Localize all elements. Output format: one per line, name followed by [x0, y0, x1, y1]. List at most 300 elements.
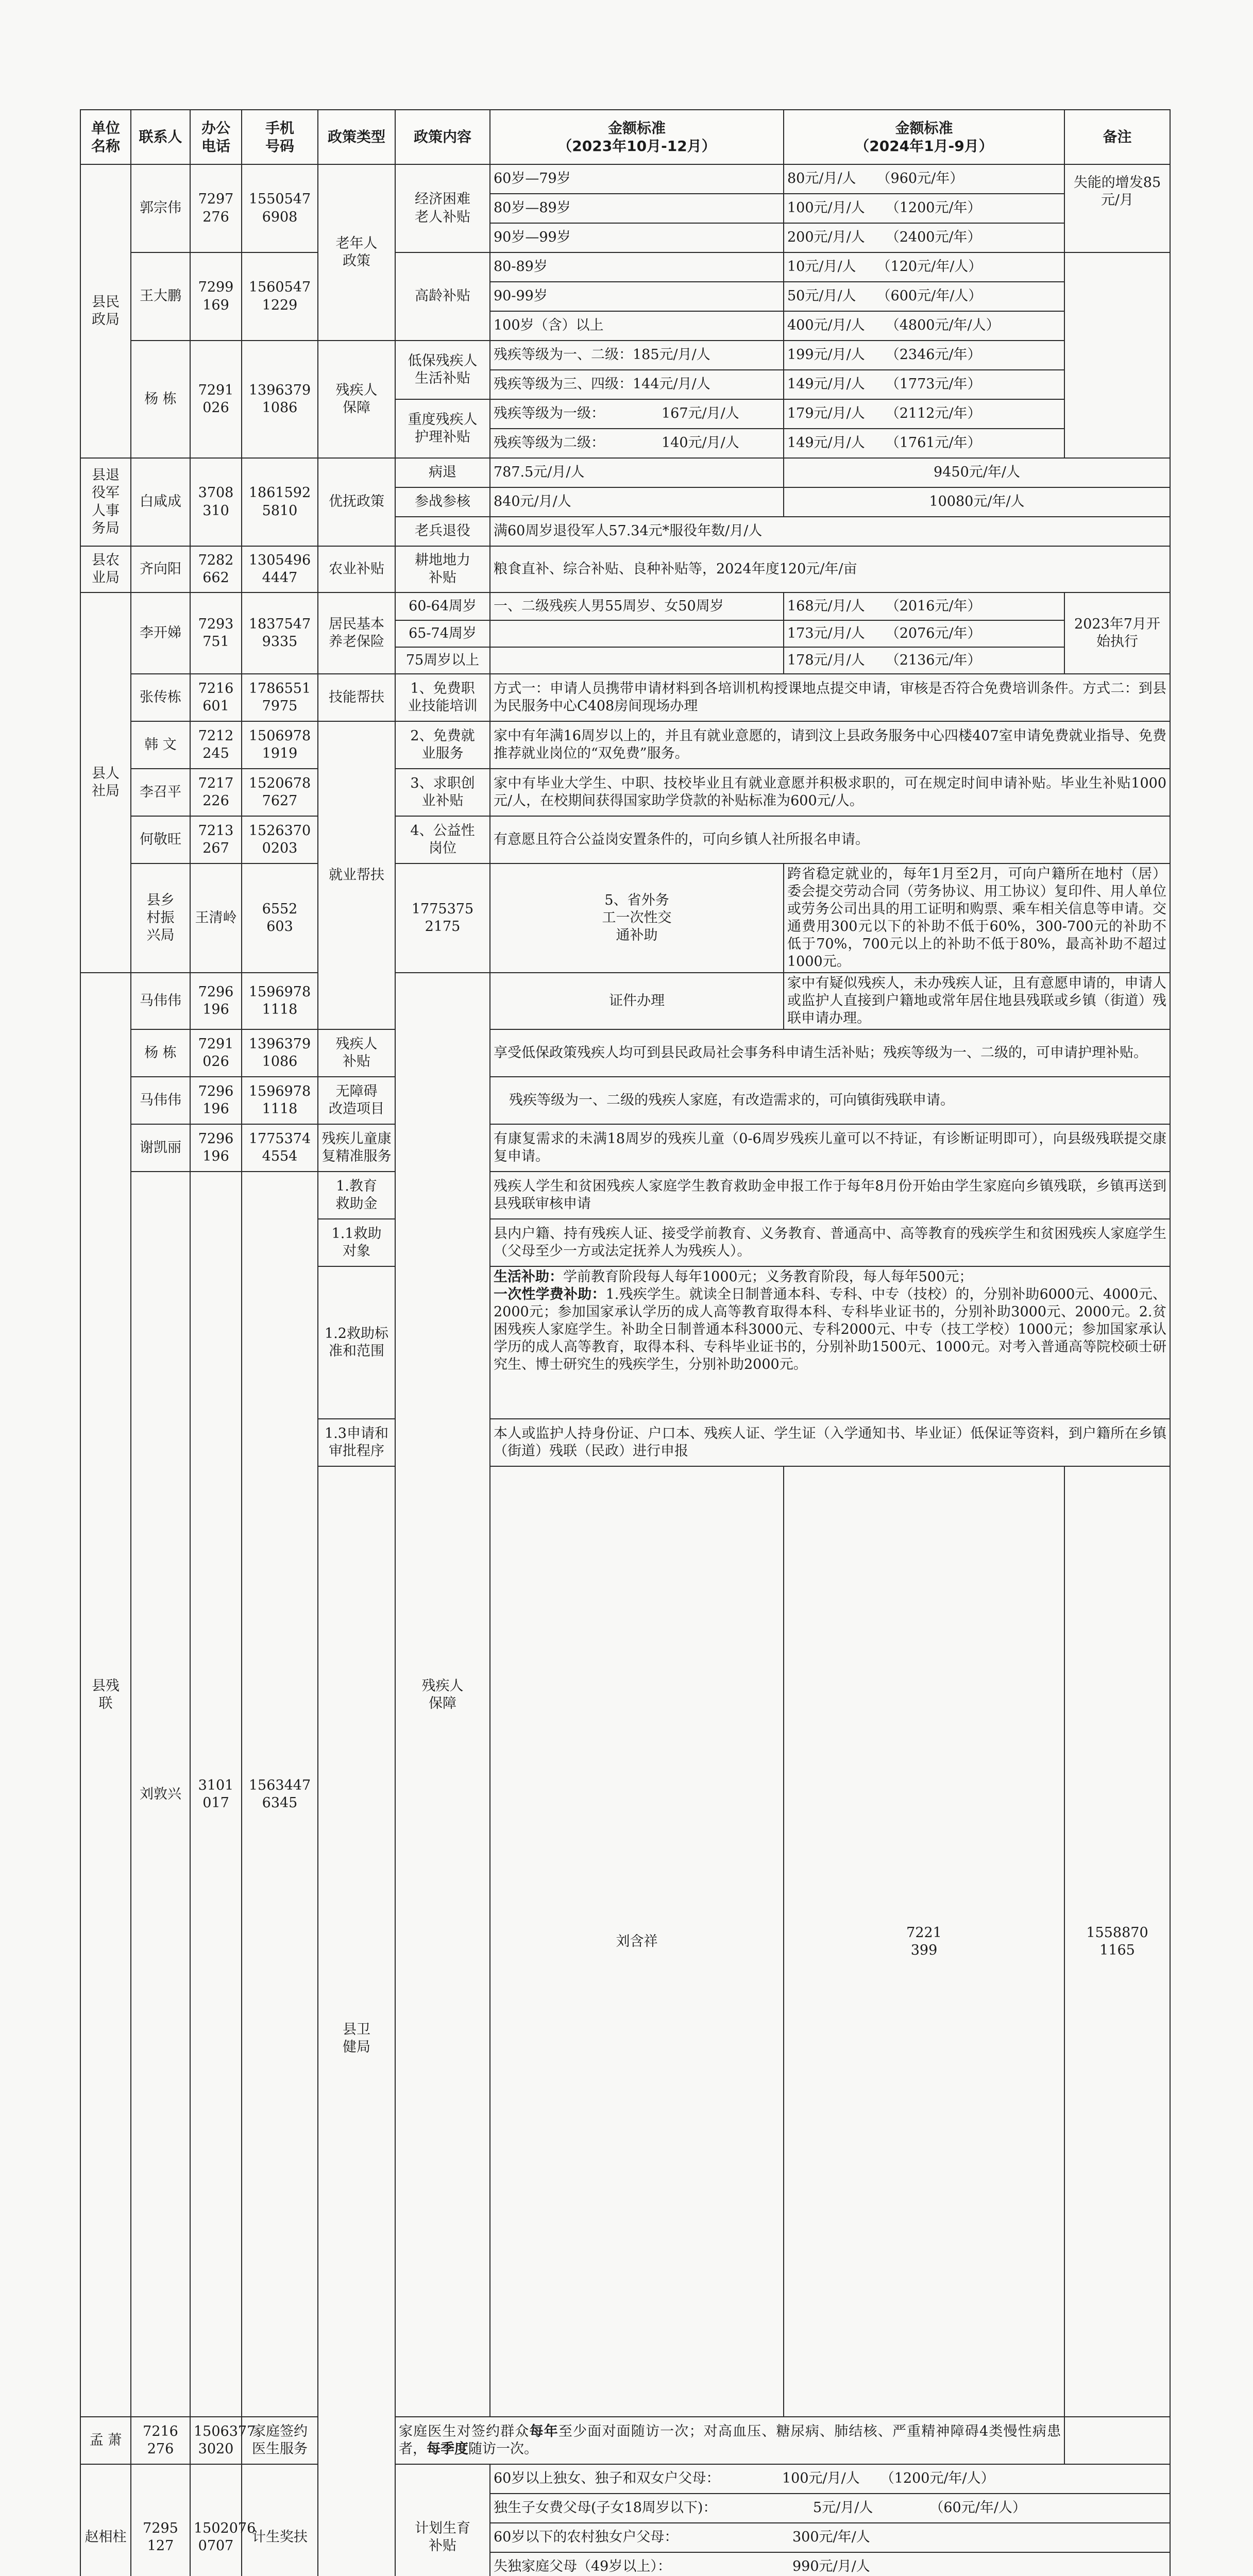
policy-content: [395, 399, 490, 458]
policy-content: [318, 1219, 395, 1266]
mobile-phone: [242, 721, 318, 769]
amount-annual: （2136元/年）: [885, 652, 981, 668]
mobile-phone: [242, 674, 318, 721]
text-span: 至少面对面随访一次；对高血压、糖尿病、肺结核、严重精神障碍4类慢性病患者，: [399, 2423, 1061, 2457]
unit-cell: [80, 973, 131, 2417]
mobile-phone: [190, 2464, 256, 2576]
remark-cell: [1064, 164, 1170, 252]
office-phone: [131, 2464, 190, 2576]
amount-merged: [490, 2464, 1170, 2494]
amount-2024: 9450元/年/人: [784, 458, 1170, 487]
office-phone: [190, 1029, 242, 1077]
mobile-phone-text: 1550547 6908: [248, 191, 311, 225]
amount-2023: 840元/月/人: [490, 487, 784, 517]
amount-merged: 家中有毕业大学生、中职、技校毕业且有就业意愿并积极求职的，可在规定时间申请补贴。毕业生补贴1000元/人，在校期间获得国家助学贷款的补贴标准为600元/人。: [490, 769, 1170, 816]
unit-cell: [80, 546, 131, 592]
mobile-phone: [1064, 1466, 1170, 2417]
table-row: [80, 546, 1170, 592]
office-phone-text: 7299 169: [198, 279, 234, 313]
amount-merged: 享受低保政策残疾人均可到县民政局社会事务科申请生活补贴；残疾等级为一、二级的，可申请护理补贴。: [490, 1029, 1170, 1077]
amount-2023: 90岁—99岁: [490, 223, 784, 252]
amount-merged: [395, 2417, 1064, 2464]
amount-2023: [490, 399, 784, 429]
text-span: 学前教育阶段每人每年1000元；义务教育阶段，每人每年500元；: [563, 1269, 973, 1285]
office-phone: [190, 1172, 242, 2417]
contact-name: 王清岭: [190, 863, 242, 973]
office-phone: [190, 164, 242, 252]
policy-content: [318, 1419, 395, 1466]
mobile-phone-text: 1305496 4447: [248, 552, 311, 586]
mobile-phone-text: 1502076 0707: [194, 2520, 256, 2554]
office-phone-text: 7291 026: [198, 382, 234, 416]
amount-merged: 残疾等级为一、二级的残疾人家庭，有改造需求的，可向镇街残联申请。: [490, 1077, 1170, 1124]
contact-name: 刘含祥: [490, 1466, 784, 2417]
policy-type: [318, 592, 395, 674]
mobile-phone: [242, 164, 318, 252]
policy-content: 病退: [395, 458, 490, 487]
office-phone-text: 7216 276: [143, 2423, 178, 2457]
policy-content: 参战参核: [395, 487, 490, 517]
policy-content: 65-74周岁: [395, 620, 490, 647]
policy-type-text: 老年人 政策: [335, 235, 378, 269]
mobile-phone: [242, 769, 318, 816]
mobile-phone: [242, 546, 318, 592]
amount-merged: 跨省稳定就业的，每年1月至2月，可向户籍所在地村（居）委会提交劳动合同（劳务协议、用工协议）复印件、用人单位或劳务公司出具的用工证明和购票、乘车相关信息等申请。交通费用300元以下的补助不低于60%，300-700元的补助不低于70%，700元以上的补助不低于80%，最高补助不超过1000元。: [784, 863, 1170, 973]
office-phone-text: 7212 245: [198, 727, 234, 761]
policy-content-text: 计划生育 补贴: [415, 2520, 470, 2554]
table-row: [80, 2417, 1170, 2464]
text-span: 独生子女费父母(子女18周岁以下)：: [494, 2500, 717, 2516]
mobile-phone-text: 1560547 1229: [248, 279, 311, 313]
policy-content: [395, 816, 490, 863]
mobile-phone-text: 1786551 7975: [248, 680, 311, 714]
policy-content: [318, 1172, 395, 1219]
mobile-phone-text: 1396379 1086: [248, 382, 311, 416]
text-span: 60岁以下的农村独女户父母：: [494, 2529, 679, 2546]
policy-content-text: 1.3申请和 审批程序: [325, 1426, 388, 1460]
remark-text: 失能的增发85 元/月: [1073, 175, 1161, 209]
mobile-phone: [242, 1172, 318, 2417]
policy-type: 优抚政策: [318, 458, 395, 546]
office-phone: [784, 1466, 1064, 2417]
policy-type: 技能帮扶: [318, 674, 395, 721]
amount-2024: [784, 311, 1064, 341]
office-phone: [190, 1077, 242, 1124]
amount-2023: 残疾等级为三、四级：144元/月/人: [490, 370, 784, 399]
label-bold: 一次性学费补助：: [494, 1286, 606, 1303]
office-phone: [190, 341, 242, 458]
contact-name: 郭宗伟: [131, 164, 190, 252]
unit-name: 县残 联: [92, 1677, 120, 1711]
amount-2024: [784, 647, 1064, 674]
table-row: [80, 816, 1170, 863]
policy-content: 60-64周岁: [395, 592, 490, 620]
policy-content-text: 残疾儿童康 复精准服务: [321, 1131, 392, 1165]
contact-name: 孟 萧: [80, 2417, 131, 2464]
policy-content: [490, 863, 784, 973]
office-phone-text: 7216 601: [198, 680, 234, 714]
mobile-phone-text: 1837547 9335: [248, 616, 311, 650]
policy-content: [395, 2464, 490, 2576]
table-row: [80, 1029, 1170, 1077]
unit-cell: [80, 164, 131, 458]
amount-2023: [490, 647, 784, 674]
amount-value: 990元/月/人: [792, 2558, 870, 2575]
office-phone-text: 7297 276: [198, 191, 234, 225]
amount-value: 200元/月/人: [787, 229, 865, 246]
header-amt23-text: 金额标准 （2023年10月-12月）: [557, 119, 716, 155]
amount-annual: （1773元/年）: [885, 376, 981, 393]
remark-cell: [1064, 592, 1170, 674]
amount-value: 167元/月/人: [662, 405, 739, 422]
amount-2023: 100岁（含）以上: [490, 311, 784, 341]
header-row: [80, 110, 1170, 164]
amount-2024: [784, 399, 1064, 429]
mobile-phone: [242, 341, 318, 458]
policy-content-text: 重度残疾人 护理补贴: [408, 411, 478, 445]
amount-value: 178元/月/人: [787, 652, 865, 668]
amount-merged: [490, 1266, 1170, 1419]
amount-value: 140元/月/人: [662, 435, 739, 451]
table-row: [80, 2464, 1170, 2494]
amount-annual: （60元/年/人）: [929, 2500, 1026, 2516]
unit-cell: [318, 1466, 395, 2576]
policy-content: [318, 1266, 395, 1419]
amount-annual: （960元/年）: [876, 171, 964, 187]
mobile-phone-text: 1506978 1919: [248, 727, 311, 761]
policy-content-text: 3、求职创 业补贴: [410, 775, 475, 809]
text-span: 失独家庭父母（49岁以上）：: [494, 2558, 671, 2575]
mobile-phone-text: 1775375 2175: [411, 901, 474, 935]
office-phone: [190, 816, 242, 863]
amount-2024: [784, 592, 1064, 620]
amount-2023: 残疾等级为一、二级：185元/月/人: [490, 341, 784, 370]
policy-content: [318, 1124, 395, 1172]
amount-2023: 60岁—79岁: [490, 164, 784, 194]
table-row: [80, 458, 1170, 487]
policy-content: [242, 2417, 318, 2464]
contact-name: 张传栋: [131, 674, 190, 721]
office-phone-text: 3708 310: [198, 485, 234, 519]
amount-merged: 有意愿且符合公益岗安置条件的，可向乡镇人社所报名申请。: [490, 816, 1170, 863]
policy-document: [80, 109, 1170, 2575]
policy-content: 老兵退役: [395, 517, 490, 546]
office-phone: [242, 863, 318, 973]
amount-annual: （2346元/年）: [885, 347, 981, 363]
amount-value: 168元/月/人: [787, 598, 865, 614]
mobile-phone: [242, 1077, 318, 1124]
mobile-phone-text: 1596978 1118: [248, 1083, 311, 1117]
mobile-phone: [242, 592, 318, 674]
amount-merged: [490, 2494, 1170, 2523]
policy-type: [395, 973, 490, 2417]
text-span: 家庭医生对签约群众: [399, 2423, 530, 2439]
text-span: 随访一次。: [468, 2441, 538, 2457]
amount-value: 100元/月/人: [787, 200, 865, 216]
office-phone: [190, 973, 242, 1029]
remark-text: 2023年7月开 始执行: [1074, 616, 1160, 650]
office-phone: [190, 674, 242, 721]
amount-value: 300元/年/人: [792, 2529, 870, 2546]
amount-merged: 方式一：申请人员携带申请材料到各培训机构授课地点提交申请，审核是否符合免费培训条件。方式二：到县为民服务中心C408房间现场办理: [490, 674, 1170, 721]
amount-value: 400元/月/人: [787, 317, 865, 334]
policy-content: 75周岁以上: [395, 647, 490, 674]
policy-content: [395, 341, 490, 399]
office-phone-text: 3101 017: [198, 1777, 234, 1811]
table-row: [80, 721, 1170, 769]
header-amt24: [784, 110, 1064, 164]
header-office-text: 办公 电话: [201, 119, 230, 155]
contact-name: 杨 栋: [131, 1029, 190, 1077]
text-bold: 每年: [529, 2423, 558, 2439]
policy-type: 计生奖扶: [242, 2464, 318, 2576]
office-phone: [190, 458, 242, 546]
policy-content: [395, 546, 490, 592]
amount-merged: 县内户籍、持有残疾人证、接受学前教育、义务教育、普通高中、高等教育的残疾学生和贫困残疾人家庭学生（父母至少一方或法定抚养人为残疾人）。: [490, 1219, 1170, 1266]
unit-cell: [80, 592, 131, 973]
label-bold: 生活补助：: [494, 1269, 563, 1285]
table-row: [80, 592, 1170, 620]
table-row: [80, 863, 1170, 973]
table-row: [80, 252, 1170, 282]
amount-2024: [784, 341, 1064, 370]
policy-content: [318, 1029, 395, 1077]
amount-label: 残疾等级为一级：: [494, 405, 605, 422]
policy-content: [395, 769, 490, 816]
amount-merged: 粮食直补、综合补贴、良种补贴等，2024年度120元/年/亩: [490, 546, 1170, 592]
header-mobile-text: 手机 号码: [265, 119, 294, 155]
remark-cell: [1064, 252, 1170, 458]
unit-name: 县退 役军 人事 务局: [92, 467, 120, 536]
policy-content-text: 1、免费职 业技能培训: [408, 680, 478, 714]
unit-cell: [131, 863, 190, 973]
amount-merged: 残疾人学生和贫困残疾人家庭学生教育救助金申报工作于每年8月份开始由学生家庭向乡镇残联，乡镇再送到县残联审核申请: [490, 1172, 1170, 1219]
contact-name: 齐向阳: [131, 546, 190, 592]
office-phone: [190, 252, 242, 341]
text-bold: 每季度: [427, 2441, 468, 2457]
policy-content-text: 耕地地力 补贴: [415, 552, 470, 586]
table-row: [80, 1077, 1170, 1124]
policy-content-text: 家庭签约 医生服务: [252, 2423, 308, 2457]
policy-content-text: 1.2救助标 准和范围: [325, 1326, 388, 1360]
mobile-phone-text: 1861592 5810: [248, 485, 311, 519]
amount-value: 10元/月/人: [787, 259, 856, 275]
policy-type: [318, 341, 395, 458]
amount-merged: [490, 2552, 1170, 2576]
header-ptype: 政策类型: [318, 110, 395, 164]
amount-value: 199元/月/人: [787, 347, 865, 363]
office-phone-text: 7221 399: [906, 1924, 942, 1958]
amount-merged: 本人或监护人持身份证、户口本、残疾人证、学生证（入学通知书、毕业证）低保证等资料，到户籍所在乡镇（街道）残联（民政）进行申报: [490, 1419, 1170, 1466]
office-phone: [190, 769, 242, 816]
mobile-phone-text: 1563447 6345: [248, 1777, 311, 1811]
table-row: [80, 973, 1170, 1029]
mobile-phone: [395, 863, 490, 973]
mobile-phone: [190, 2417, 256, 2464]
contact-name: 赵相柱: [80, 2464, 131, 2576]
policy-content-text: 残疾人 补贴: [335, 1036, 378, 1070]
header-pcontent: 政策内容: [395, 110, 490, 164]
amount-merged: 家中有年满16周岁以上的，并且有就业意愿的，请到汶上县政务服务中心四楼407室申请免费就业指导、免费推荐就业岗位的“双免费”服务。: [490, 721, 1170, 769]
policy-content: [395, 721, 490, 769]
amount-annual: （2076元/年）: [885, 625, 981, 641]
header-amt23: [490, 110, 784, 164]
policy-table: [80, 109, 1171, 2576]
amount-value: 80元/月/人: [787, 171, 856, 187]
amount-annual: （2016元/年）: [885, 598, 981, 614]
amount-2024: [784, 223, 1064, 252]
mobile-phone-text: 1596978 1118: [248, 984, 311, 1018]
policy-type: 农业补贴: [318, 546, 395, 592]
contact-name: 谢凯丽: [131, 1124, 190, 1172]
office-phone: [131, 2417, 190, 2464]
amount-annual: （2400元/年）: [885, 229, 981, 246]
table-row: [80, 1124, 1170, 1172]
unit-name: 县人 社局: [92, 766, 120, 800]
header-contact: 联系人: [131, 110, 190, 164]
office-phone-text: 7282 662: [198, 552, 234, 586]
table-row: [80, 164, 1170, 194]
contact-name: 何敬旺: [131, 816, 190, 863]
amount-annual: （1200元/年/人）: [880, 2470, 995, 2487]
table-row: [80, 769, 1170, 816]
policy-content: 高龄补贴: [395, 252, 490, 341]
unit-name: 县卫 健局: [343, 2022, 370, 2056]
office-phone-text: 7291 026: [198, 1036, 234, 1070]
contact-name: 李开娣: [131, 592, 190, 674]
amount-annual: （4800元/年/人）: [885, 317, 1000, 334]
contact-name: 杨 栋: [131, 341, 190, 458]
amount-2024: [784, 282, 1064, 311]
unit-name: 县农 业局: [92, 552, 120, 586]
mobile-phone-text: 1775374 4554: [248, 1131, 311, 1165]
amount-value: 50元/月/人: [787, 288, 856, 304]
amount-merged: 满60周岁退役军人57.34元*服役年数/月/人: [490, 517, 1170, 546]
policy-content: [395, 674, 490, 721]
mobile-phone-text: 1526370 0203: [248, 822, 311, 856]
policy-content: [318, 1077, 395, 1124]
office-phone-text: 7217 226: [198, 775, 234, 809]
contact-name: 白咸成: [131, 458, 190, 546]
office-phone: [190, 546, 242, 592]
contact-name: 王大鹏: [131, 252, 190, 341]
amount-value: 100元/月/人: [782, 2470, 860, 2487]
office-phone-text: 7296 196: [198, 984, 234, 1018]
amount-2023: 80-89岁: [490, 252, 784, 282]
policy-type: 就业帮扶: [318, 721, 395, 1029]
amount-2024: [784, 429, 1064, 458]
office-phone: [190, 1124, 242, 1172]
amount-annual: （1200元/年）: [885, 200, 981, 216]
policy-content: [395, 164, 490, 252]
unit-name: 县民 政局: [92, 294, 120, 328]
policy-content-text: 低保残疾人 生活补贴: [408, 352, 478, 386]
amount-2024: [784, 164, 1064, 194]
amount-2024: [784, 620, 1064, 647]
amount-value: 173元/月/人: [787, 625, 865, 641]
header-office: [190, 110, 242, 164]
amount-value: 149元/月/人: [787, 435, 865, 451]
office-phone: [190, 721, 242, 769]
mobile-phone-text: 1506377 3020: [194, 2423, 256, 2457]
amount-value: 179元/月/人: [787, 405, 865, 422]
amount-2023: 80岁—89岁: [490, 194, 784, 223]
policy-content: 证件办理: [490, 973, 784, 1029]
amount-2023: [490, 620, 784, 647]
mobile-phone: [242, 973, 318, 1029]
policy-type: [318, 164, 395, 341]
amount-2023: [490, 429, 784, 458]
header-mobile: [242, 110, 318, 164]
text-span: 1.残疾学生。就读全日制普通本科、专科、中专（技校）的，分别补助6000元、4000元、2000元；参加国家承认学历的成人高等教育取得本科、专科毕业证书的，分别补助3000元、2000元。2.贫困残疾人家庭学生。补助全日制普通本科3000元、专科2000元、中专（技工学校）1000元；参加国家承认学历的成人高等教育，取得本科、专科毕业证书的，分别补助1500元、1000元。对考入普通高等院校硕士研究生、博士研究生的残疾学生，分别补助2000元。: [494, 1286, 1167, 1373]
office-phone-text: 7293 751: [198, 616, 234, 650]
policy-content-text: 4、公益性 岗位: [410, 822, 475, 856]
mobile-phone: [242, 1124, 318, 1172]
mobile-phone-text: 1520678 7627: [248, 775, 311, 809]
contact-name: 马伟伟: [131, 973, 190, 1029]
contact-name: 刘敦兴: [131, 1172, 190, 2417]
policy-content-text: 无障碍 改造项目: [329, 1083, 384, 1117]
mobile-phone-text: 1558870 1165: [1086, 1924, 1148, 1958]
unit-cell: [80, 458, 131, 546]
amount-2023: 787.5元/月/人: [490, 458, 784, 487]
unit-name: 县乡 村振 兴局: [146, 892, 175, 944]
amount-value: 149元/月/人: [787, 376, 865, 393]
contact-name: 马伟伟: [131, 1077, 190, 1124]
amount-annual: （600元/年/人）: [876, 288, 983, 304]
header-unit: [80, 110, 131, 164]
amount-annual: （2112元/年）: [885, 405, 981, 422]
amount-merged: 家中有疑似残疾人，未办残疾人证，且有意愿申请的，申请人或监护人直接到户籍地或常年居住地县残联或乡镇（街道）残联申请办理。: [784, 973, 1170, 1029]
policy-content-text: 经济困难 老人补贴: [415, 191, 470, 225]
mobile-phone: [242, 458, 318, 546]
amount-2024: [784, 194, 1064, 223]
policy-type-text: 居民基本 养老保险: [329, 616, 384, 650]
header-unit-text: 单位 名称: [91, 119, 120, 155]
header-amt24-text: 金额标准 （2024年1月-9月）: [855, 119, 993, 155]
amount-2024: 10080元/年/人: [784, 487, 1170, 517]
amount-2024: [784, 370, 1064, 399]
policy-content-text: 5、省外务 工一次性交 通补助: [602, 892, 672, 944]
contact-name: 韩 文: [131, 721, 190, 769]
mobile-phone: [242, 1029, 318, 1077]
office-phone-text: 6552 603: [262, 901, 298, 935]
amount-annual: （1761元/年）: [885, 435, 981, 451]
mobile-phone-text: 1396379 1086: [248, 1036, 311, 1070]
amount-2023: 90-99岁: [490, 282, 784, 311]
table-row: [80, 1172, 1170, 1219]
policy-type-text: 残疾人 保障: [421, 1677, 464, 1711]
policy-content-text: 1.1救助 对象: [331, 1226, 382, 1260]
amount-2024: [784, 252, 1064, 282]
policy-content-text: 2、免费就 业服务: [410, 727, 475, 761]
office-phone-text: 7295 127: [143, 2520, 178, 2554]
office-phone-text: 7296 196: [198, 1083, 234, 1117]
mobile-phone: [242, 252, 318, 341]
office-phone-text: 7296 196: [198, 1131, 234, 1165]
table-row: [80, 674, 1170, 721]
amount-merged: [490, 2523, 1170, 2552]
contact-name: 李召平: [131, 769, 190, 816]
mobile-phone: [242, 816, 318, 863]
amount-annual: （120元/年/人）: [876, 259, 983, 275]
amount-value: 5元/月/人: [813, 2500, 873, 2516]
office-phone: [190, 592, 242, 674]
table-row: [80, 341, 1170, 370]
policy-content-text: 1.教育 救助金: [335, 1178, 378, 1212]
text-span: 60岁以上独女、独子和双女户父母：: [494, 2470, 720, 2487]
amount-label: 残疾等级为二级：: [494, 435, 605, 451]
